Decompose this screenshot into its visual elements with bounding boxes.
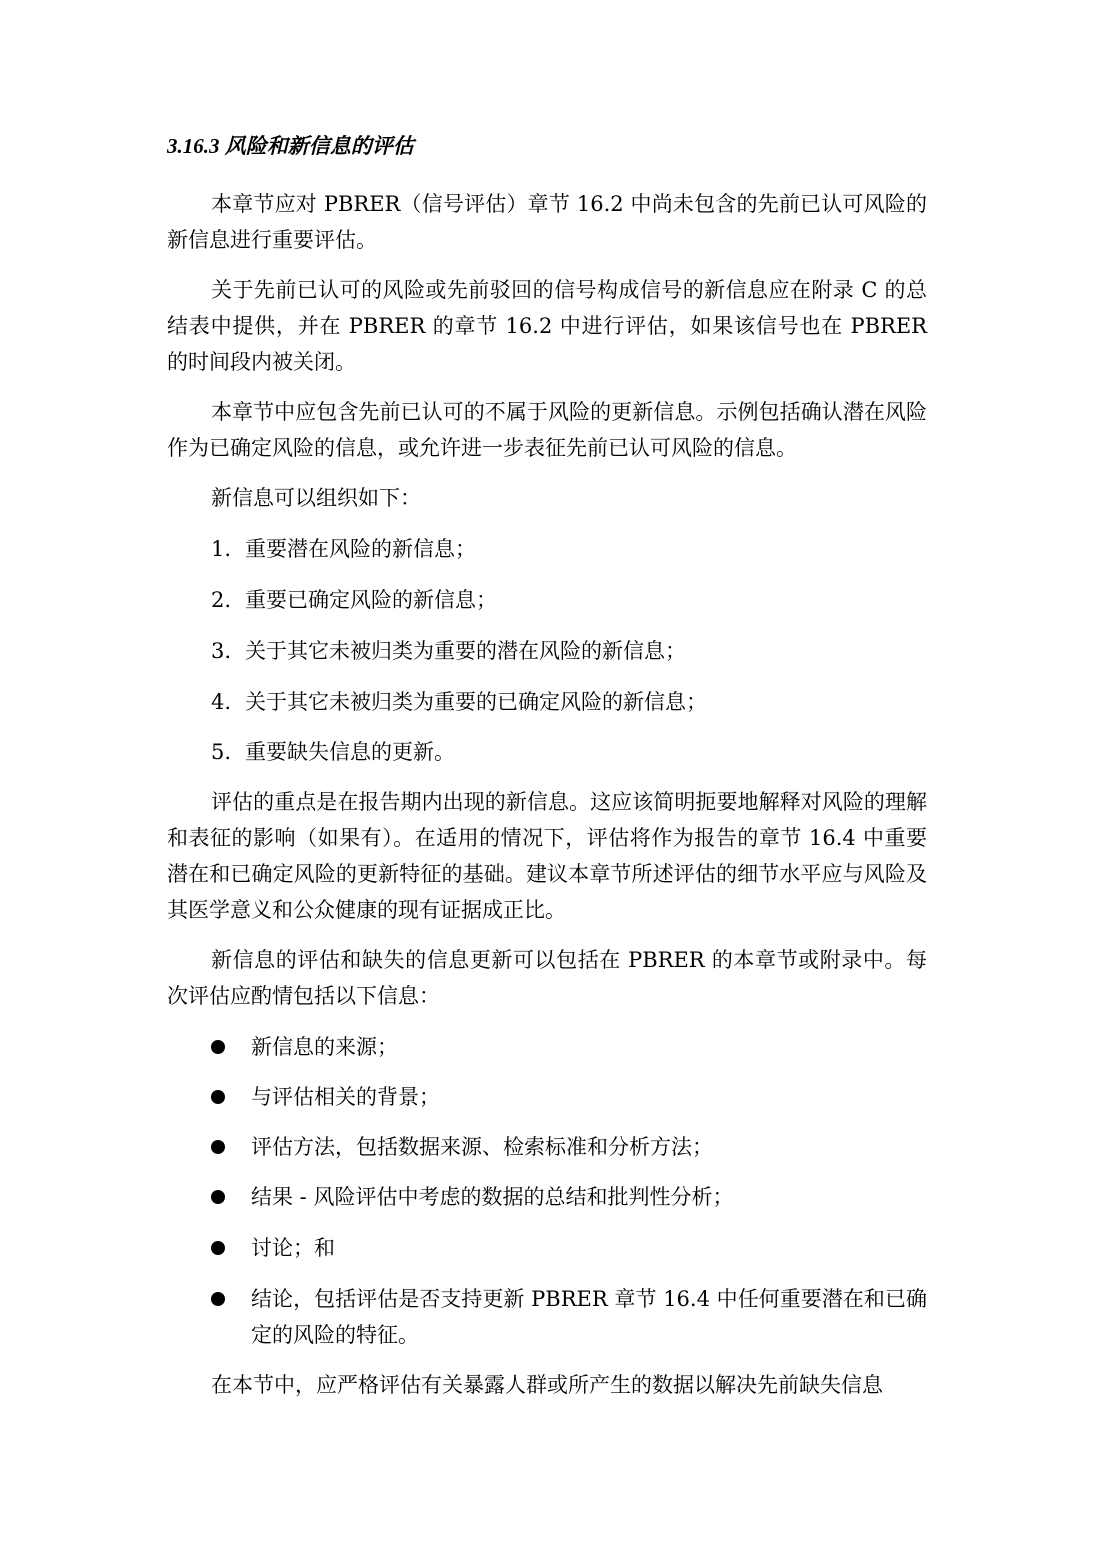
list-number: 1. [211, 537, 232, 561]
list-number: 4. [211, 690, 232, 714]
paragraph: 新信息可以组织如下： [211, 486, 421, 510]
list-item [211, 531, 476, 567]
bullet-item [211, 1179, 927, 1215]
list-item-text: 关于其它未被归类为重要的已确定风险的新信息； [245, 690, 707, 714]
list-item-text: 关于其它未被归类为重要的潜在风险的新信息； [245, 639, 686, 663]
section-heading: 3.16.3 风险和新信息的评估 [167, 134, 414, 158]
bullet-item [211, 1079, 927, 1115]
paragraph: 关于先前已认可的风险或先前驳回的信号构成信号的新信息应在附录 C 的总结表中提供，并在 PBRER 的章节 16.2 中进行评估，如果该信号也在 PBRER 的时间段内被关闭。 [167, 278, 927, 374]
list-number: 2. [211, 588, 232, 612]
bullet-text: 结论，包括评估是否支持更新 PBRER 章节 16.4 中任何重要潜在和已确定的风险的特征。 [251, 1287, 927, 1347]
bullet-text: 结果 - 风险评估中考虑的数据的总结和批判性分析； [251, 1185, 734, 1209]
bullet-text: 新信息的来源； [251, 1035, 398, 1059]
list-item [211, 684, 707, 720]
bullet-dot-icon [211, 1140, 225, 1154]
paragraph: 本章节应对 PBRER（信号评估）章节 16.2 中尚未包含的先前已认可风险的新信息进行重要评估。 [167, 192, 927, 252]
bullet-dot-icon [211, 1190, 225, 1204]
paragraph: 本章节中应包含先前已认可的不属于风险的更新信息。示例包括确认潜在风险作为已确定风险的信息，或允许进一步表征先前已认可风险的信息。 [167, 400, 927, 460]
bullet-dot-icon [211, 1241, 225, 1255]
list-item-text: 重要缺失信息的更新。 [245, 740, 455, 764]
paragraph: 在本节中，应严格评估有关暴露人群或所产生的数据以解决先前缺失信息 [211, 1373, 883, 1397]
bullet-dot-icon [211, 1090, 225, 1104]
bullet-item [211, 1230, 927, 1266]
bullet-text: 评估方法，包括数据来源、检索标准和分析方法； [251, 1135, 713, 1159]
list-item [211, 633, 686, 669]
bullet-item [211, 1029, 927, 1065]
list-number: 5. [211, 740, 232, 764]
list-item-text: 重要潜在风险的新信息； [245, 537, 476, 561]
bullet-text: 与评估相关的背景； [251, 1085, 440, 1109]
bullet-item [211, 1129, 927, 1165]
list-item-text: 重要已确定风险的新信息； [245, 588, 497, 612]
list-item [211, 582, 497, 618]
bullet-item [211, 1281, 927, 1353]
paragraph: 新信息的评估和缺失的信息更新可以包括在 PBRER 的本章节或附录中。每次评估应酌情包括以下信息： [167, 948, 927, 1008]
paragraph: 评估的重点是在报告期内出现的新信息。这应该简明扼要地解释对风险的理解和表征的影响（如果有）。在适用的情况下，评估将作为报告的章节 16.4 中重要潜在和已确定风险的更新特征的基础。建议本章节所述评估的细节水平应与风险及其医学意义和公众健康的现有证据成正比。 [167, 790, 927, 922]
list-item [211, 734, 455, 770]
bullet-dot-icon [211, 1040, 225, 1054]
bullet-text: 讨论；和 [251, 1236, 335, 1260]
bullet-dot-icon [211, 1292, 225, 1306]
list-number: 3. [211, 639, 232, 663]
